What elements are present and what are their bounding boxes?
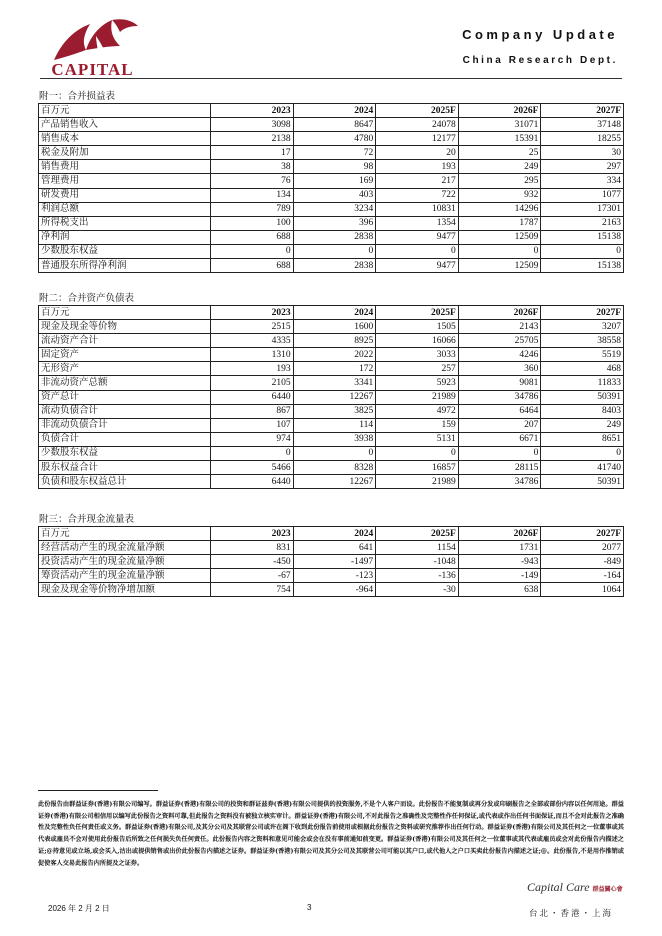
row-label: 少数股东权益 xyxy=(39,446,211,460)
value-cell: 0 xyxy=(376,446,459,460)
value-cell: 3098 xyxy=(211,118,294,132)
value-cell: 6671 xyxy=(458,432,541,446)
value-cell: 12509 xyxy=(458,259,541,273)
row-label: 非流动资产总额 xyxy=(39,376,211,390)
value-cell: 360 xyxy=(458,362,541,376)
value-cell: 6440 xyxy=(211,475,294,489)
capital-care-text: Capital Care xyxy=(527,880,590,894)
value-cell: 2077 xyxy=(541,541,624,555)
row-label: 现金及现金等价物 xyxy=(39,320,211,334)
value-cell: 2838 xyxy=(293,259,376,273)
value-cell: 20 xyxy=(376,146,459,160)
value-cell: 21989 xyxy=(376,475,459,489)
value-cell: 0 xyxy=(376,244,459,258)
value-cell: 8403 xyxy=(541,404,624,418)
row-label: 销售费用 xyxy=(39,160,211,174)
table-row xyxy=(39,475,624,489)
row-label: 资产总计 xyxy=(39,390,211,404)
year-header: 2026F xyxy=(458,306,541,320)
row-label: 负债和股东权益总计 xyxy=(39,475,211,489)
value-cell: 107 xyxy=(211,418,294,432)
value-cell: 30 xyxy=(541,146,624,160)
value-cell: 638 xyxy=(458,583,541,597)
value-cell: 1077 xyxy=(541,188,624,202)
value-cell: 24078 xyxy=(376,118,459,132)
row-label: 产品销售收入 xyxy=(39,118,211,132)
office-cities: 台北・香港・上海 xyxy=(529,909,614,919)
value-cell: 396 xyxy=(293,216,376,230)
header-divider xyxy=(40,78,622,79)
year-header: 2023 xyxy=(211,527,294,541)
value-cell: 12267 xyxy=(293,475,376,489)
table-row xyxy=(39,404,624,418)
value-cell: 25705 xyxy=(458,334,541,348)
capital-care-cn: 群益關心會 xyxy=(592,887,623,893)
value-cell: 468 xyxy=(541,362,624,376)
year-header: 2027F xyxy=(541,104,624,118)
value-cell: 249 xyxy=(458,160,541,174)
value-cell: 2143 xyxy=(458,320,541,334)
row-label: 研发费用 xyxy=(39,188,211,202)
unit-label: 百万元 xyxy=(39,306,211,320)
value-cell: 867 xyxy=(211,404,294,418)
row-label: 投资活动产生的现金流量净额 xyxy=(39,555,211,569)
value-cell: 12177 xyxy=(376,132,459,146)
value-cell: 6440 xyxy=(211,390,294,404)
value-cell: 38558 xyxy=(541,334,624,348)
value-cell: 21989 xyxy=(376,390,459,404)
table-row xyxy=(39,541,624,555)
page-number: 3 xyxy=(307,903,312,912)
value-cell: 217 xyxy=(376,174,459,188)
row-label: 所得税支出 xyxy=(39,216,211,230)
value-cell: 14296 xyxy=(458,202,541,216)
value-cell: 50391 xyxy=(541,475,624,489)
value-cell: -943 xyxy=(458,555,541,569)
value-cell: 831 xyxy=(211,541,294,555)
report-date: 2026 年 2 月 2 日 xyxy=(48,904,110,913)
balance-sheet-section xyxy=(38,293,624,489)
value-cell: 34786 xyxy=(458,390,541,404)
value-cell: 5923 xyxy=(376,376,459,390)
income-statement-table xyxy=(38,103,624,273)
value-cell: 295 xyxy=(458,174,541,188)
value-cell: 0 xyxy=(458,446,541,460)
year-header: 2024 xyxy=(293,104,376,118)
row-label: 流动资产合计 xyxy=(39,334,211,348)
value-cell: 0 xyxy=(541,244,624,258)
row-label: 流动负债合计 xyxy=(39,404,211,418)
value-cell: 41740 xyxy=(541,461,624,475)
value-cell: -136 xyxy=(376,569,459,583)
year-header: 2023 xyxy=(211,104,294,118)
department-subtitle: China Research Dept. xyxy=(462,55,618,66)
value-cell: 1154 xyxy=(376,541,459,555)
capital-logo xyxy=(40,16,145,80)
value-cell: 15391 xyxy=(458,132,541,146)
value-cell: 334 xyxy=(541,174,624,188)
value-cell: 3825 xyxy=(293,404,376,418)
value-cell: 1354 xyxy=(376,216,459,230)
table-header-row xyxy=(39,104,624,118)
value-cell: 169 xyxy=(293,174,376,188)
value-cell: 5131 xyxy=(376,432,459,446)
eagle-icon xyxy=(40,16,145,62)
value-cell: 11833 xyxy=(541,376,624,390)
value-cell: 4972 xyxy=(376,404,459,418)
table-row xyxy=(39,569,624,583)
value-cell: 1787 xyxy=(458,216,541,230)
value-cell: 34786 xyxy=(458,475,541,489)
value-cell: 3033 xyxy=(376,348,459,362)
value-cell: -164 xyxy=(541,569,624,583)
value-cell: 2022 xyxy=(293,348,376,362)
year-header: 2026F xyxy=(458,104,541,118)
value-cell: 3207 xyxy=(541,320,624,334)
table-row xyxy=(39,583,624,597)
balance-sheet-body xyxy=(39,306,624,489)
row-label: 筹资活动产生的现金流量净额 xyxy=(39,569,211,583)
year-header: 2024 xyxy=(293,527,376,541)
value-cell: 100 xyxy=(211,216,294,230)
value-cell: 31071 xyxy=(458,118,541,132)
value-cell: -849 xyxy=(541,555,624,569)
value-cell: 159 xyxy=(376,418,459,432)
year-header: 2025F xyxy=(376,104,459,118)
value-cell: 8925 xyxy=(293,334,376,348)
table-row xyxy=(39,461,624,475)
value-cell: 688 xyxy=(211,259,294,273)
value-cell: -149 xyxy=(458,569,541,583)
value-cell: 8651 xyxy=(541,432,624,446)
value-cell: 6464 xyxy=(458,404,541,418)
table-row xyxy=(39,320,624,334)
value-cell: 3234 xyxy=(293,202,376,216)
value-cell: 257 xyxy=(376,362,459,376)
value-cell: 2105 xyxy=(211,376,294,390)
value-cell: 28115 xyxy=(458,461,541,475)
value-cell: 9477 xyxy=(376,259,459,273)
value-cell: 1600 xyxy=(293,320,376,334)
value-cell: 1310 xyxy=(211,348,294,362)
table-row xyxy=(39,118,624,132)
value-cell: 0 xyxy=(293,446,376,460)
value-cell: 403 xyxy=(293,188,376,202)
value-cell: 17301 xyxy=(541,202,624,216)
cash-flow-table xyxy=(38,526,624,597)
balance-sheet-table xyxy=(38,305,624,489)
value-cell: 9477 xyxy=(376,230,459,244)
value-cell: 249 xyxy=(541,418,624,432)
table-row xyxy=(39,348,624,362)
value-cell: -450 xyxy=(211,555,294,569)
table-row xyxy=(39,259,624,273)
value-cell: 974 xyxy=(211,432,294,446)
document-type-title: Company Update xyxy=(462,27,618,42)
value-cell: 12267 xyxy=(293,390,376,404)
value-cell: 16857 xyxy=(376,461,459,475)
value-cell: 3341 xyxy=(293,376,376,390)
table-row xyxy=(39,188,624,202)
value-cell: 4335 xyxy=(211,334,294,348)
value-cell: 172 xyxy=(293,362,376,376)
table-row xyxy=(39,362,624,376)
unit-label: 百万元 xyxy=(39,104,211,118)
value-cell: 0 xyxy=(211,244,294,258)
table-row xyxy=(39,446,624,460)
value-cell: 207 xyxy=(458,418,541,432)
value-cell: 2515 xyxy=(211,320,294,334)
value-cell: 2163 xyxy=(541,216,624,230)
value-cell: 1731 xyxy=(458,541,541,555)
value-cell: 4780 xyxy=(293,132,376,146)
cash-flow-caption: 附三：合并现金流量表 xyxy=(39,514,135,525)
value-cell: 10831 xyxy=(376,202,459,216)
value-cell: 50391 xyxy=(541,390,624,404)
value-cell: 5466 xyxy=(211,461,294,475)
table-row xyxy=(39,432,624,446)
value-cell: 754 xyxy=(211,583,294,597)
row-label: 负债合计 xyxy=(39,432,211,446)
value-cell: 722 xyxy=(376,188,459,202)
table-row xyxy=(39,202,624,216)
row-label: 现金及现金等价物净增加额 xyxy=(39,583,211,597)
value-cell: 297 xyxy=(541,160,624,174)
value-cell: 5519 xyxy=(541,348,624,362)
income-statement-section xyxy=(38,91,624,273)
value-cell: -1048 xyxy=(376,555,459,569)
value-cell: 789 xyxy=(211,202,294,216)
table-header-row xyxy=(39,527,624,541)
table-row xyxy=(39,216,624,230)
value-cell: -123 xyxy=(293,569,376,583)
footnote-divider xyxy=(38,790,158,791)
value-cell: 0 xyxy=(211,446,294,460)
capital-care-logo xyxy=(527,880,623,895)
table-row xyxy=(39,418,624,432)
table-header-row xyxy=(39,306,624,320)
row-label: 少数股东权益 xyxy=(39,244,211,258)
row-label: 普通股东所得净利润 xyxy=(39,259,211,273)
row-label: 管理费用 xyxy=(39,174,211,188)
value-cell: 3938 xyxy=(293,432,376,446)
value-cell: 37148 xyxy=(541,118,624,132)
row-label: 经营活动产生的现金流量净额 xyxy=(39,541,211,555)
value-cell: 8647 xyxy=(293,118,376,132)
year-header: 2025F xyxy=(376,527,459,541)
row-label: 无形资产 xyxy=(39,362,211,376)
value-cell: 12509 xyxy=(458,230,541,244)
year-header: 2024 xyxy=(293,306,376,320)
value-cell: 4246 xyxy=(458,348,541,362)
value-cell: 1064 xyxy=(541,583,624,597)
income-statement-body xyxy=(39,104,624,273)
value-cell: 8328 xyxy=(293,461,376,475)
value-cell: 72 xyxy=(293,146,376,160)
value-cell: -67 xyxy=(211,569,294,583)
logo-text: CAPITAL xyxy=(51,60,134,79)
value-cell: 0 xyxy=(541,446,624,460)
year-header: 2027F xyxy=(541,527,624,541)
value-cell: 193 xyxy=(211,362,294,376)
table-row xyxy=(39,334,624,348)
table-row xyxy=(39,555,624,569)
cash-flow-body xyxy=(39,527,624,597)
value-cell: 15138 xyxy=(541,230,624,244)
table-row xyxy=(39,230,624,244)
value-cell: 2138 xyxy=(211,132,294,146)
cash-flow-section xyxy=(38,514,624,597)
value-cell: 134 xyxy=(211,188,294,202)
value-cell: 18255 xyxy=(541,132,624,146)
income-statement-caption: 附一：合并损益表 xyxy=(39,91,116,102)
row-label: 净利润 xyxy=(39,230,211,244)
table-row xyxy=(39,174,624,188)
value-cell: 9081 xyxy=(458,376,541,390)
value-cell: 641 xyxy=(293,541,376,555)
row-label: 销售成本 xyxy=(39,132,211,146)
year-header: 2025F xyxy=(376,306,459,320)
value-cell: -30 xyxy=(376,583,459,597)
value-cell: 16066 xyxy=(376,334,459,348)
value-cell: 17 xyxy=(211,146,294,160)
value-cell: -1497 xyxy=(293,555,376,569)
balance-sheet-caption: 附二：合并资产负债表 xyxy=(39,293,135,304)
row-label: 利润总额 xyxy=(39,202,211,216)
row-label: 固定资产 xyxy=(39,348,211,362)
unit-label: 百万元 xyxy=(39,527,211,541)
row-label: 股东权益合计 xyxy=(39,461,211,475)
value-cell: -964 xyxy=(293,583,376,597)
value-cell: 0 xyxy=(458,244,541,258)
value-cell: 2838 xyxy=(293,230,376,244)
value-cell: 25 xyxy=(458,146,541,160)
row-label: 税金及附加 xyxy=(39,146,211,160)
value-cell: 1505 xyxy=(376,320,459,334)
table-row xyxy=(39,376,624,390)
value-cell: 193 xyxy=(376,160,459,174)
table-row xyxy=(39,146,624,160)
value-cell: 15138 xyxy=(541,259,624,273)
value-cell: 0 xyxy=(293,244,376,258)
value-cell: 688 xyxy=(211,230,294,244)
year-header: 2023 xyxy=(211,306,294,320)
disclaimer-text: 此份报告由群益证券(香港)有限公司编写。群益证券(香港)有限公司的投资和群证兹券(香港)有限公司提供的投资服务,不是个人客户而设。此份报告不能复制或再分发或印刷报告之全部或部份内容以任何用途。群益证券(香港)有限公司相信用以编写此份报告之资料可靠,但此报告之资料没有被独立核实审计。群益证券(香港)有限公司,不对此报告之准确性及完整性作任何保证,或代表或作出任何书面保证,而且不会对此报告之准确性及完整性负任何责任或义务。群益证券(香港)有限公司,及其分公司及其联营公司或许在阁下收到此份报告前使用或根据此份报告之资料或研究推荐作出任何行动。群益证券(香港)有限公司及其任何之一位董事或其代表或雇员不会对使用此份报告后所致之任何损失负任何责任。此份报告内容之资料和意见可能会或会在没有事前通知前变更。群益证券(香港)有限公司及其任何之一位董事或其代表或雇员或会对此份报告内描述之证;@持意见或立场,或会买入,沽出或提供销售或出价此份报告内描述之证券。群益证券(香港)有限公司及其分公司及其联营公司可能以其户口,或代他人之户口买卖此份报告内描述之证;@。此份报告,不是用作推销或促使客人交易此报告内所提及之证券。 xyxy=(38,801,624,867)
table-row xyxy=(39,244,624,258)
value-cell: 932 xyxy=(458,188,541,202)
value-cell: 76 xyxy=(211,174,294,188)
year-header: 2027F xyxy=(541,306,624,320)
value-cell: 98 xyxy=(293,160,376,174)
value-cell: 38 xyxy=(211,160,294,174)
table-row xyxy=(39,160,624,174)
table-row xyxy=(39,390,624,404)
table-row xyxy=(39,132,624,146)
value-cell: 114 xyxy=(293,418,376,432)
row-label: 非流动负债合计 xyxy=(39,418,211,432)
year-header: 2026F xyxy=(458,527,541,541)
